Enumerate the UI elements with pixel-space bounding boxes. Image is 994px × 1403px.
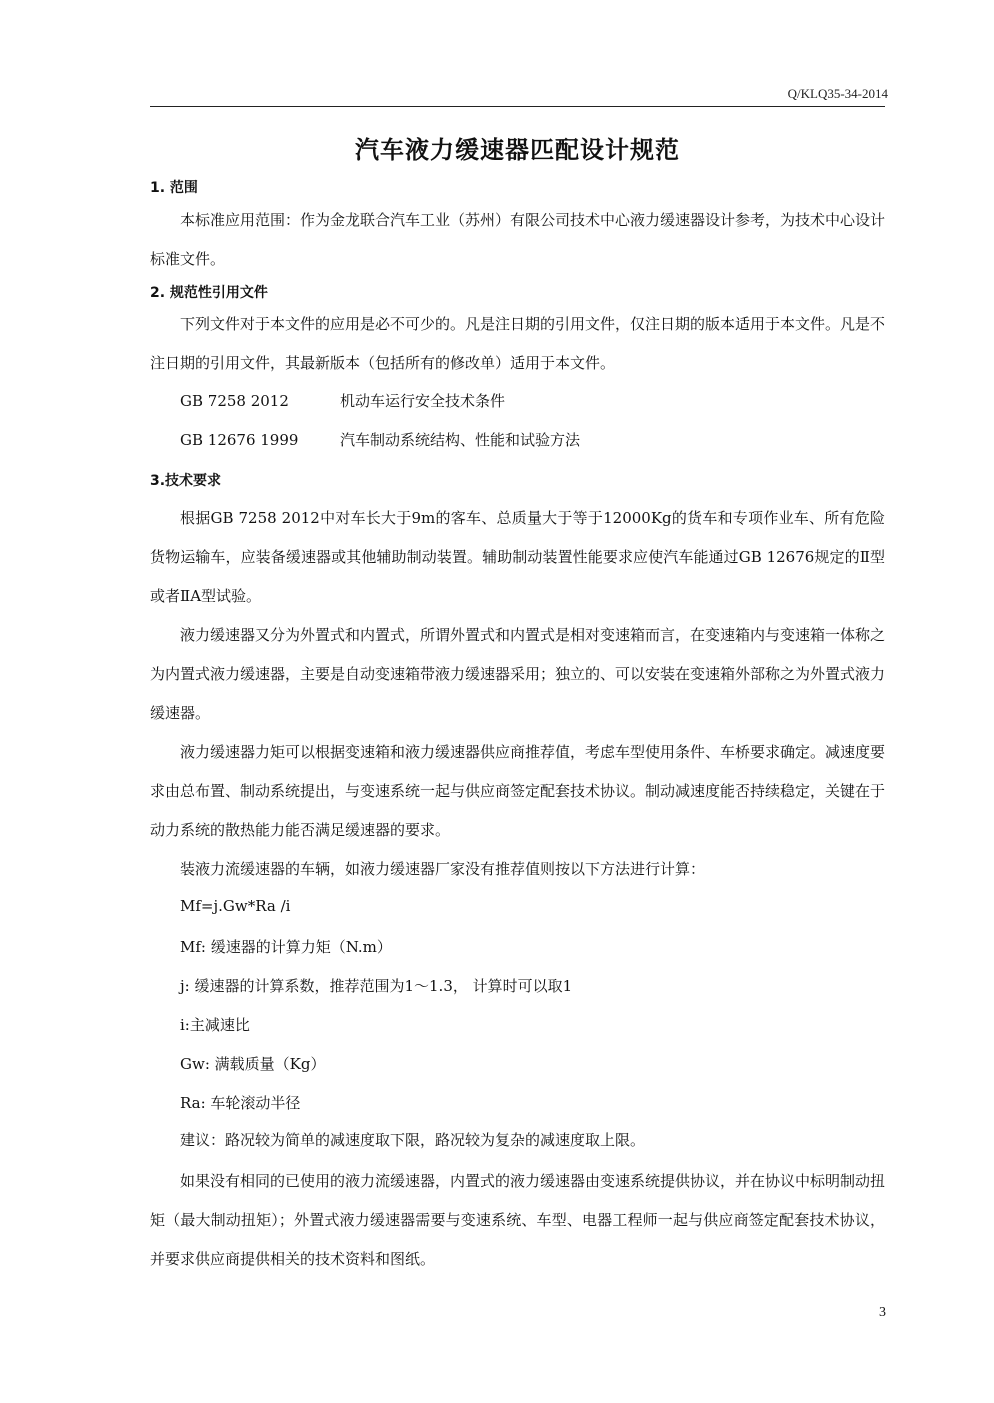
section-1-paragraph: 本标准应用范围：作为金龙联合汽车工业（苏州）有限公司技术中心液力缓速器设计参考，为技术中心设计标准文件。: [150, 211, 886, 268]
page-number: 3: [879, 1305, 886, 1320]
document-title: 汽车液力缓速器匹配设计规范: [355, 135, 680, 164]
reference-title: 汽车制动系统结构、性能和试验方法: [340, 431, 581, 449]
section-3-heading: 3.技术要求: [150, 473, 222, 489]
definition-line: i:主减速比: [180, 1016, 250, 1034]
reference-title: 机动车运行安全技术条件: [340, 392, 506, 410]
section-1-heading: 1. 范围: [150, 180, 198, 196]
section-3-paragraph-3: 液力缓速器力矩可以根据变速箱和液力缓速器供应商推荐值，考虑车型使用条件、车桥要求确定。减速度要求由总布置、制动系统提出，与变速系统一起与供应商签定配套技术协议。制动减速度能否持续稳定，关键在于动力系统的散热能力能否满足缓速器的要求。: [150, 743, 886, 839]
reference-row: [180, 429, 580, 450]
section-3-paragraph-4: 装液力流缓速器的车辆，如液力缓速器厂家没有推荐值则按以下方法进行计算：: [180, 860, 706, 878]
definition-line: Mf: 缓速器的计算力矩（N.m）: [180, 938, 392, 956]
section-2-heading: 2. 规范性引用文件: [150, 285, 268, 301]
section-3-paragraph-5: 如果没有相同的已使用的液力流缓速器，内置式的液力缓速器由变速系统提供协议，并在协议中标明制动扭矩（最大制动扭矩）；外置式液力缓速器需要与变速系统、车型、电器工程师一起与供应商签定配套技术协议，并要求供应商提供相关的技术资料和图纸。: [150, 1172, 886, 1268]
section-3-paragraph-1: 根据GB 7258 2012中对车长大于9m的客车、总质量大于等于12000Kg的货车和专项作业车、所有危险货物运输车，应装备缓速器或其他辅助制动装置。辅助制动装置性能要求应使汽车能通过GB 12676规定的Ⅱ型或者ⅡA型试验。: [150, 509, 885, 605]
formula: Mf=j.Gw*Ra /i: [180, 897, 291, 915]
reference-code: GB 7258 2012: [180, 392, 289, 410]
reference-code: GB 12676 1999: [180, 431, 299, 449]
definition-line: Gw: 满载质量（Kg）: [180, 1055, 326, 1073]
section-3-paragraph-2: 液力缓速器又分为外置式和内置式，所谓外置式和内置式是相对变速箱而言，在变速箱内与变速箱一体称之为内置式液力缓速器，主要是自动变速箱带液力缓速器采用；独立的、可以安装在变速箱外部称之为外置式液力缓速器。: [150, 626, 886, 722]
definition-line: Ra: 车轮滚动半径: [180, 1094, 301, 1112]
reference-row: [180, 390, 505, 411]
advice-paragraph: 建议：路况较为简单的减速度取下限，路况较为复杂的减速度取上限。: [180, 1131, 646, 1149]
section-2-paragraph: 下列文件对于本文件的应用是必不可少的。凡是注日期的引用文件，仅注日期的版本适用于本文件。凡是不注日期的引用文件，其最新版本（包括所有的修改单）适用于本文件。: [150, 315, 886, 372]
definition-line: j: 缓速器的计算系数，推荐范围为1～1.3， 计算时可以取1: [180, 977, 573, 995]
document-code: Q/KLQ35-34-2014: [787, 86, 888, 101]
header-rule: [150, 106, 885, 107]
